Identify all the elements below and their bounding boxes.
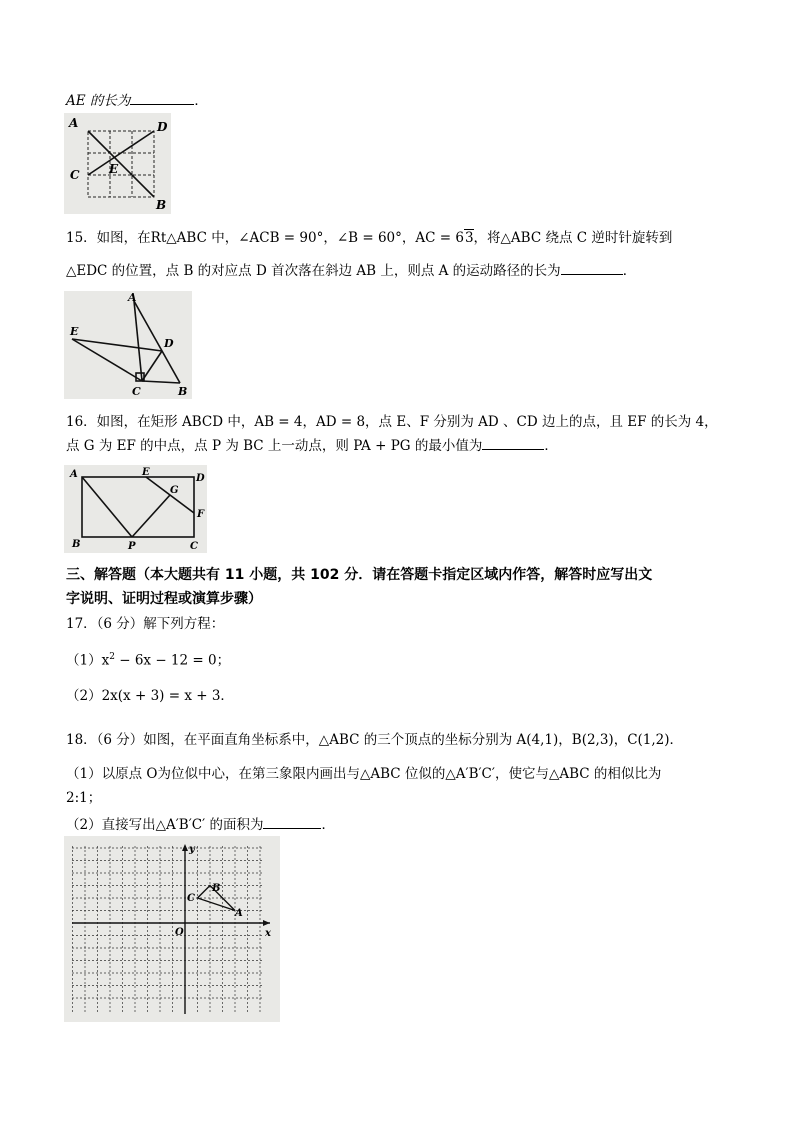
q18-label-A: A <box>235 908 243 919</box>
q16-label-G: G <box>170 485 179 496</box>
q16-label-D: D <box>196 473 205 484</box>
q15-label-C: C <box>132 385 141 398</box>
q15-figure <box>64 291 192 399</box>
section3-heading-line2: 字说明、证明过程或演算步骤） <box>66 591 262 607</box>
section3-heading-line1: 三、解答题（本大题共有 11 小题，共 102 分．请在答题卡指定区域内作答，解答时应写出文 <box>66 567 653 583</box>
q17-part2: （2）2x(x + 3) = x + 3． <box>66 688 234 704</box>
q18-label-x: x <box>265 928 271 939</box>
q17-part1: $(1)x^2 - 6x - 12 = 0$； <box>66 652 231 669</box>
q18-label-O: O <box>175 927 184 938</box>
q15-line2: △EDC 的位置，点 B 的对应点 D 首次落在斜边 AB 上，则点 A 的运动路径的长为 ． <box>66 263 637 279</box>
q15-label-A: A <box>128 291 137 304</box>
q14-text: AE 的长为 ． <box>66 93 208 109</box>
q15-label-D: D <box>164 337 174 350</box>
q16-label-C: C <box>190 541 198 552</box>
q18-answer-blank[interactable] <box>263 828 321 829</box>
q14-answer-blank[interactable] <box>130 104 194 105</box>
q14-label-C: C <box>70 168 80 182</box>
q18-part2: （2）直接写出△A′B′C′ 的面积为 ． <box>66 817 335 833</box>
q17-title: 17．（6 分）解下列方程： <box>66 616 225 632</box>
q14-label-E: E <box>109 162 119 176</box>
q18-part1-line1: （1）以原点 O为位似中心，在第三象限内画出与△ABC 位似的△A′B′C′，使它与△ABC 的相似比为 <box>66 766 662 782</box>
q15-label-E: E <box>70 325 79 338</box>
q14-label-B: B <box>156 198 167 212</box>
q16-line1: 16．如图，在矩形 ABCD 中，AB = 4，AD = 8，点 E、F 分别为 AD 、CD 边上的点，且 EF 的长为 4， <box>66 414 718 430</box>
q16-answer-blank[interactable] <box>482 449 544 450</box>
q16-label-B: B <box>72 539 81 550</box>
q16-line2: 点 G 为 EF 的中点，点 P 为 BC 上一动点，则 PA + PG 的最小值为 ． <box>66 438 558 454</box>
q18-label-y: y <box>189 844 195 855</box>
q18-label-C: C <box>187 893 195 904</box>
q18-coordinate-grid-figure <box>64 836 280 1022</box>
q18-label-B: B <box>212 883 221 894</box>
q18-part1-line2: 2:1； <box>66 790 102 806</box>
q18-title: 18．（6 分）如图，在平面直角坐标系中，△ABC 的三个顶点的坐标分别为 A(4,1)，B(2,3)，C(1,2)． <box>66 732 684 748</box>
q16-label-E: E <box>142 467 150 478</box>
q16-label-P: P <box>128 541 136 552</box>
q15-label-B: B <box>178 385 188 398</box>
q14-stem: AE 的长为 <box>66 93 131 109</box>
q16-label-A: A <box>70 469 78 480</box>
q15-answer-blank[interactable] <box>561 274 623 275</box>
q14-figure <box>64 113 171 214</box>
q14-label-A: A <box>69 116 79 130</box>
q15-sqrt: 3 <box>464 230 474 246</box>
q14-label-D: D <box>157 120 168 134</box>
q16-figure <box>64 465 207 553</box>
q16-label-F: F <box>197 509 205 520</box>
q15-line1: 15．如图，在Rt△ABC 中，∠ACB = 90°，∠B = 60°，AC = 63，将△ABC 绕点 C 逆时针旋转到 <box>66 230 673 246</box>
